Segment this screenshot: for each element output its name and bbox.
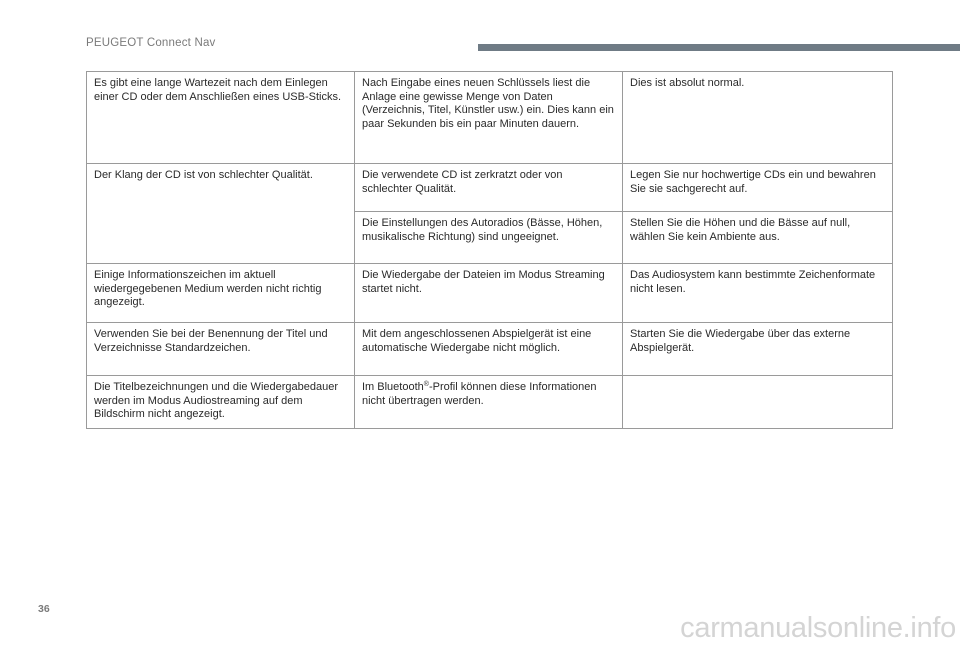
page-number: 36: [38, 603, 50, 615]
cause-cell: Nach Eingabe eines neuen Schlüssels liest die Anlage eine gewisse Menge von Daten (Verzeichnis, Titel, Künstler usw.) ein. Dies kann ein paar Sekunden bis ein paar Minuten dauern.: [355, 72, 623, 164]
header-bar: [478, 44, 960, 51]
solution-cell: Starten Sie die Wiedergabe über das externe Abspielgerät.: [623, 323, 893, 376]
question-cell: Es gibt eine lange Wartezeit nach dem Einlegen einer CD oder dem Anschließen eines USB-Sticks.: [87, 72, 355, 164]
solution-cell: [623, 376, 893, 429]
question-cell: Verwenden Sie bei der Benennung der Titel und Verzeichnisse Standardzeichen.: [87, 323, 355, 376]
solution-cell: Das Audiosystem kann bestimmte Zeichenformate nicht lesen.: [623, 264, 893, 323]
table-row: [87, 323, 893, 376]
cause-text-before: Im Bluetooth: [362, 381, 424, 393]
table-row: [87, 264, 893, 323]
manual-title: PEUGEOT Connect Nav: [86, 37, 216, 49]
table-row: [87, 164, 893, 212]
registered-mark: ®: [423, 381, 429, 388]
table-row: [87, 376, 893, 429]
troubleshooting-table: [86, 71, 893, 429]
table-row: [87, 72, 893, 164]
watermark: carmanualsonline.info: [680, 612, 956, 644]
solution-cell: Legen Sie nur hochwertige CDs ein und bewahren Sie sie sachgerecht auf.: [623, 164, 893, 212]
question-cell: Die Titelbezeichnungen und die Wiedergabedauer werden im Modus Audiostreaming auf dem Bildschirm nicht angezeigt.: [87, 376, 355, 429]
question-cell: Einige Informationszeichen im aktuell wiedergegebenen Medium werden nicht richtig angezeigt.: [87, 264, 355, 323]
cause-cell: Die Einstellungen des Autoradios (Bässe, Höhen, musikalische Richtung) sind ungeeignet.: [355, 212, 623, 264]
solution-cell: Dies ist absolut normal.: [623, 72, 893, 164]
solution-cell: Stellen Sie die Höhen und die Bässe auf null, wählen Sie kein Ambiente aus.: [623, 212, 893, 264]
cause-cell: Mit dem angeschlossenen Abspielgerät ist eine automatische Wiedergabe nicht möglich.: [355, 323, 623, 376]
cause-cell: Die Wiedergabe der Dateien im Modus Streaming startet nicht.: [355, 264, 623, 323]
cause-cell: [355, 376, 623, 429]
question-cell: Der Klang der CD ist von schlechter Qualität.: [87, 164, 355, 264]
cause-text-after: -Profil können diese Informationen nicht übertragen werden.: [362, 381, 597, 407]
cause-cell: Die verwendete CD ist zerkratzt oder von schlechter Qualität.: [355, 164, 623, 212]
